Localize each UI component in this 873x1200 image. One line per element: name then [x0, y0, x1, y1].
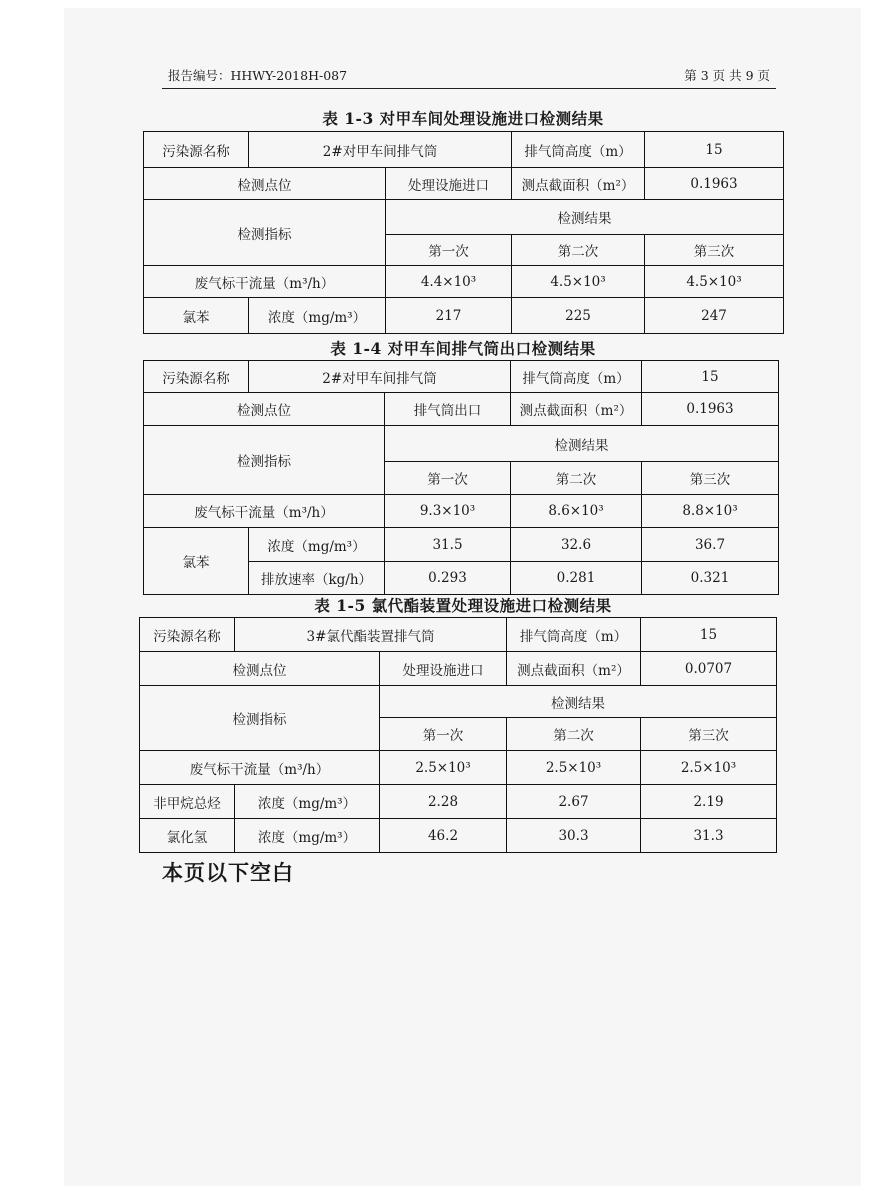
- run-1-label: 第一次: [385, 462, 511, 495]
- run-3-label: 第三次: [642, 462, 779, 495]
- pollutant-value-3: 36.7: [642, 528, 779, 562]
- run-1-label: 第一次: [386, 235, 512, 266]
- source-label: 污染源名称: [140, 618, 235, 652]
- table-1-5-caption: 表 1-5 氯代酯装置处理设施进口检测结果: [314, 596, 612, 615]
- indicator-label: 检测指标: [144, 200, 386, 266]
- pollutant-value-2: 32.6: [511, 528, 642, 562]
- pollutant-value-3: 247: [645, 298, 784, 334]
- point-label: 检测点位: [140, 652, 380, 686]
- results-label: 检测结果: [386, 200, 784, 235]
- source-label: 污染源名称: [144, 361, 249, 393]
- flow-value-1: 4.4×10³: [386, 266, 512, 298]
- pollutant-value-1: 31.5: [385, 528, 511, 562]
- pollutant-value-2: 225: [512, 298, 645, 334]
- area-value: 0.0707: [641, 652, 777, 686]
- source-value: 3#氯代酯装置排气筒: [235, 618, 507, 652]
- stack-height-label: 排气筒高度（m）: [512, 132, 645, 168]
- table-1-4: [143, 360, 779, 595]
- results-label: 检测结果: [385, 426, 779, 462]
- stack-height-value: 15: [645, 132, 784, 168]
- indicator-label: 检测指标: [144, 426, 385, 495]
- point-value: 处理设施进口: [386, 168, 512, 200]
- run-1-label: 第一次: [380, 718, 507, 751]
- indicator-label: 检测指标: [140, 686, 380, 751]
- flow-label: 废气标干流量（m³/h）: [144, 266, 386, 298]
- flow-value-1: 2.5×10³: [380, 751, 507, 785]
- pollutant-name: 氯苯: [144, 298, 249, 334]
- point-label: 检测点位: [144, 393, 385, 426]
- pollutant-name: 氯苯: [144, 528, 249, 595]
- run-3-label: 第三次: [645, 235, 784, 266]
- blank-below-note: 本页以下空白: [162, 861, 294, 885]
- pollutant-rate-value-2: 0.281: [511, 562, 642, 595]
- flow-label: 废气标干流量（m³/h）: [140, 751, 380, 785]
- pollutant-metric: 浓度（mg/m³）: [249, 298, 386, 334]
- pollutant-value-3: 2.19: [641, 785, 777, 819]
- pollutant-metric: 浓度（mg/m³）: [235, 785, 380, 819]
- stack-height-label: 排气筒高度（m）: [507, 618, 641, 652]
- pollutant-rate-value-3: 0.321: [642, 562, 779, 595]
- flow-value-1: 9.3×10³: [385, 495, 511, 528]
- stack-height-label: 排气筒高度（m）: [511, 361, 642, 393]
- pollutant-metric: 浓度（mg/m³）: [235, 819, 380, 853]
- table-1-3: [143, 131, 784, 334]
- table-1-5: [139, 617, 777, 853]
- pollutant-name: 氯化氢: [140, 819, 235, 853]
- source-value: 2#对甲车间排气筒: [249, 132, 512, 168]
- area-label: 测点截面积（m²）: [512, 168, 645, 200]
- run-2-label: 第二次: [507, 718, 641, 751]
- flow-value-2: 2.5×10³: [507, 751, 641, 785]
- run-3-label: 第三次: [641, 718, 777, 751]
- pollutant-name: 非甲烷总烃: [140, 785, 235, 819]
- report-number: 报告编号：HHWY-2018H-087: [168, 68, 348, 83]
- pollutant-rate-value-1: 0.293: [385, 562, 511, 595]
- header-divider: [162, 88, 776, 89]
- area-value: 0.1963: [642, 393, 779, 426]
- table-1-3-caption: 表 1-3 对甲车间处理设施进口检测结果: [322, 109, 604, 128]
- pollutant-value-2: 2.67: [507, 785, 641, 819]
- pollutant-value-3: 31.3: [641, 819, 777, 853]
- point-value: 排气筒出口: [385, 393, 511, 426]
- point-value: 处理设施进口: [380, 652, 507, 686]
- flow-label: 废气标干流量（m³/h）: [144, 495, 385, 528]
- flow-value-3: 4.5×10³: [645, 266, 784, 298]
- run-2-label: 第二次: [511, 462, 642, 495]
- point-label: 检测点位: [144, 168, 386, 200]
- flow-value-2: 8.6×10³: [511, 495, 642, 528]
- run-2-label: 第二次: [512, 235, 645, 266]
- area-label: 测点截面积（m²）: [507, 652, 641, 686]
- flow-value-3: 8.8×10³: [642, 495, 779, 528]
- source-label: 污染源名称: [144, 132, 249, 168]
- flow-value-3: 2.5×10³: [641, 751, 777, 785]
- stack-height-value: 15: [641, 618, 777, 652]
- stack-height-value: 15: [642, 361, 779, 393]
- area-value: 0.1963: [645, 168, 784, 200]
- pollutant-value-1: 217: [386, 298, 512, 334]
- pollutant-metric: 浓度（mg/m³）: [249, 528, 385, 562]
- pollutant-value-1: 2.28: [380, 785, 507, 819]
- source-value: 2#对甲车间排气筒: [249, 361, 511, 393]
- table-1-4-caption: 表 1-4 对甲车间排气筒出口检测结果: [330, 339, 596, 358]
- pollutant-value-1: 46.2: [380, 819, 507, 853]
- area-label: 测点截面积（m²）: [511, 393, 642, 426]
- pollutant-rate-metric: 排放速率（kg/h）: [249, 562, 385, 595]
- pollutant-value-2: 30.3: [507, 819, 641, 853]
- results-label: 检测结果: [380, 686, 777, 718]
- page-number: 第 3 页 共 9 页: [684, 68, 770, 83]
- flow-value-2: 4.5×10³: [512, 266, 645, 298]
